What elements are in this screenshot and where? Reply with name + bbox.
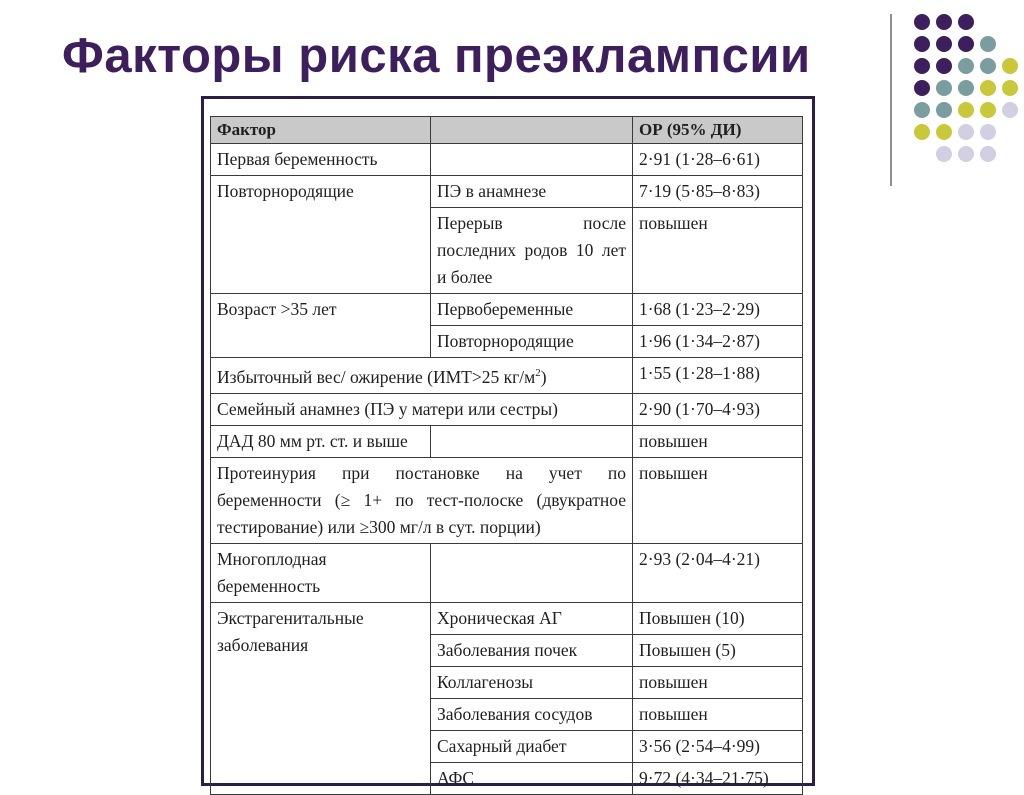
subfactor-cell: Перерыв после последних родов 10 лет и более xyxy=(431,208,633,294)
value-cell: 9·72 (4·34–21·75) xyxy=(633,762,803,794)
dot xyxy=(980,58,996,74)
value-cell: Повышен (5) xyxy=(633,634,803,666)
dot xyxy=(958,80,974,96)
table-header-row xyxy=(211,117,803,144)
factor-cell: Семейный анамнез (ПЭ у матери или сестры) xyxy=(211,393,633,425)
factor-cell: Возраст >35 лет xyxy=(211,294,431,358)
subfactor-cell: АФС xyxy=(431,762,633,794)
dot xyxy=(980,80,996,96)
subfactor-cell: Заболевания почек xyxy=(431,634,633,666)
value-cell: 2·91 (1·28–6·61) xyxy=(633,144,803,176)
table-row xyxy=(211,176,803,208)
table-row xyxy=(211,358,803,394)
dot xyxy=(980,36,996,52)
subfactor-cell: Хроническая АГ xyxy=(431,602,633,634)
risk-factors-table xyxy=(210,116,803,795)
value-cell: 3·56 (2·54–4·99) xyxy=(633,730,803,762)
value-cell: 1·68 (1·23–2·29) xyxy=(633,294,803,326)
value-cell: повышен xyxy=(633,208,803,294)
table-row xyxy=(211,543,803,602)
dot xyxy=(936,36,952,52)
value-cell: 7·19 (5·85–8·83) xyxy=(633,176,803,208)
dot xyxy=(1002,102,1018,118)
table-row xyxy=(211,294,803,326)
factor-text: Избыточный вес/ ожирение (ИМТ>25 кг/м xyxy=(217,366,536,387)
decorative-dot-grid xyxy=(906,10,1014,170)
dot xyxy=(958,124,974,140)
factor-cell: Повторнородящие xyxy=(211,176,431,294)
header-factor: Фактор xyxy=(211,117,431,144)
dot xyxy=(958,36,974,52)
table-row xyxy=(211,602,803,634)
table-row xyxy=(211,457,803,543)
subfactor-cell: Коллагенозы xyxy=(431,666,633,698)
dot xyxy=(980,146,996,162)
subfactor-cell: ПЭ в анамнезе xyxy=(431,176,633,208)
dot xyxy=(914,14,930,30)
subfactor-cell: Заболевания сосудов xyxy=(431,698,633,730)
dot xyxy=(914,36,930,52)
subfactor-cell: Повторнородящие xyxy=(431,326,633,358)
slide-title: Факторы риска преэклампсии xyxy=(62,29,811,83)
dot xyxy=(936,124,952,140)
dot xyxy=(958,58,974,74)
value-cell: повышен xyxy=(633,457,803,543)
factor-cell: Экстрагенитальные заболевания xyxy=(211,602,431,794)
value-cell: Повышен (10) xyxy=(633,602,803,634)
value-cell: 2·90 (1·70–4·93) xyxy=(633,393,803,425)
table-row xyxy=(211,144,803,176)
dot xyxy=(914,102,930,118)
value-cell: 1·96 (1·34–2·87) xyxy=(633,326,803,358)
value-cell: 1·55 (1·28–1·88) xyxy=(633,358,803,394)
header-rr: ОР (95% ДИ) xyxy=(633,117,803,144)
dot xyxy=(1002,58,1018,74)
factor-cell: Первая беременность xyxy=(211,144,431,176)
superscript: 2 xyxy=(535,367,541,379)
dot xyxy=(958,146,974,162)
table-row xyxy=(211,425,803,457)
dot xyxy=(980,102,996,118)
dot xyxy=(914,58,930,74)
subfactor-cell: Первобеременные xyxy=(431,294,633,326)
subfactor-cell: Сахарный диабет xyxy=(431,730,633,762)
value-cell: повышен xyxy=(633,666,803,698)
factor-text-end: ) xyxy=(540,366,547,387)
dot xyxy=(936,80,952,96)
value-cell: 2·93 (2·04–4·21) xyxy=(633,543,803,602)
subfactor-cell xyxy=(431,144,633,176)
factor-cell: Протеинурия при постановке на учет по беременности (≥ 1+ по тест-полоске (двукратное тестирование) или ≥300 мг/л в сут. порции) xyxy=(211,457,633,543)
value-cell: повышен xyxy=(633,425,803,457)
dot xyxy=(980,124,996,140)
factor-cell xyxy=(211,358,633,394)
dot xyxy=(958,102,974,118)
dot xyxy=(958,14,974,30)
dot xyxy=(936,58,952,74)
decorative-divider xyxy=(890,14,892,186)
dot xyxy=(914,80,930,96)
header-subfactor xyxy=(431,117,633,144)
value-cell: повышен xyxy=(633,698,803,730)
table-row xyxy=(211,393,803,425)
dot xyxy=(914,124,930,140)
factor-cell: ДАД 80 мм рт. ст. и выше xyxy=(211,425,431,457)
dot xyxy=(936,14,952,30)
dot xyxy=(936,146,952,162)
subfactor-cell xyxy=(431,543,633,602)
factor-cell: Многоплодная беременность xyxy=(211,543,431,602)
subfactor-cell xyxy=(431,425,633,457)
dot xyxy=(936,102,952,118)
dot xyxy=(1002,80,1018,96)
